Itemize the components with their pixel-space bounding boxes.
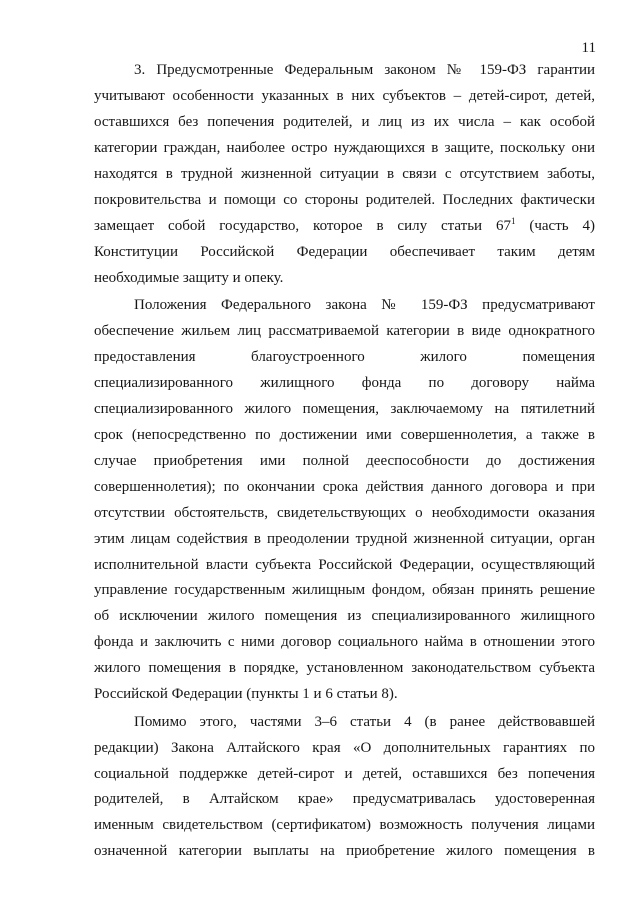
text-line: Конституции Российской Федерации обеспечивает таким детям: [94, 243, 595, 260]
superscript: 1: [510, 215, 516, 226]
text-line: отсутствии обстоятельств, свидетельствующих о необходимости оказания: [94, 504, 595, 521]
text-line: находятся в трудной жизненной ситуации в связи с отсутствием заботы,: [94, 165, 595, 182]
text-line: 3. Предусмотренные Федеральным законом № 159-ФЗ гарантии: [134, 62, 595, 78]
text-line: обеспечение жильем лиц рассматриваемой категории в виде однократного: [94, 322, 595, 339]
text-line: специализированного жилого помещения, заключаемому на пятилетний: [94, 400, 595, 417]
page-number: 11: [581, 40, 596, 56]
text-line: срок (непосредственно по достижении ими совершеннолетия, а также в: [94, 426, 595, 443]
body-text: [94, 58, 595, 867]
text-line: предоставления благоустроенного жилого помещения: [94, 348, 595, 365]
text-line: оставшихся без попечения родителей, и лиц из их числа – как особой: [94, 113, 595, 130]
text-line: исполнительной власти субъекта Российской Федерации, осуществляющий: [94, 556, 595, 573]
text-line: Российской Федерации (пункты 1 и 6 статьи 8).: [94, 686, 398, 703]
text-line: управление государственным жилищным фондом, обязан принять решение: [94, 582, 595, 599]
text-line: учитывают особенности указанных в них субъектов – детей-сирот, детей,: [94, 87, 595, 104]
paragraph-2: [94, 293, 595, 708]
text-line: редакции) Закона Алтайского края «О дополнительных гарантиях по: [94, 739, 595, 756]
text-line: об исключении жилого помещения из специализированного жилищного: [94, 608, 595, 625]
paragraph-3: [94, 710, 595, 866]
text-line-with-superscript: [94, 214, 595, 240]
text-line: случае приобретения ими полной дееспособности до достижения: [94, 452, 595, 469]
text-line: покровительства и помощи со стороны родителей. Последних фактически: [94, 191, 595, 208]
text-line: специализированного жилищного фонда по договору найма: [94, 374, 595, 391]
text-line: жилого помещения в порядке, установленном законодательством субъекта: [94, 660, 595, 677]
text-line: этим лицам содействия в преодолении трудной жизненной ситуации, орган: [94, 530, 595, 547]
text-line: совершеннолетия); по окончании срока действия данного договора и при: [94, 478, 595, 495]
text-line: Положения Федерального закона № 159-ФЗ предусматривают: [134, 296, 595, 313]
text-fragment: замещает собой государство, которое в силу статьи 67: [94, 217, 511, 234]
text-line: Помимо этого, частями 3–6 статьи 4 (в ранее действовавшей: [134, 713, 595, 730]
text-line: родителей, в Алтайском крае» предусматривалась удостоверенная: [94, 791, 595, 808]
text-line: категории граждан, наиболее остро нуждающихся в защите, поскольку они: [94, 139, 595, 156]
text-line: социальной поддержке детей-сирот и детей, оставшихся без попечения: [94, 765, 595, 782]
text-line: означенной категории выплаты на приобретение жилого помещения в: [94, 843, 595, 860]
text-line: именным свидетельством (сертификатом) возможность получения лицами: [94, 817, 595, 834]
text-line: необходимые защиту и опеку.: [94, 269, 284, 286]
paragraph-1: [94, 58, 595, 292]
text-fragment: (часть 4): [515, 217, 595, 234]
text-line: фонда и заключить с ними договор социального найма в отношении этого: [94, 634, 595, 651]
